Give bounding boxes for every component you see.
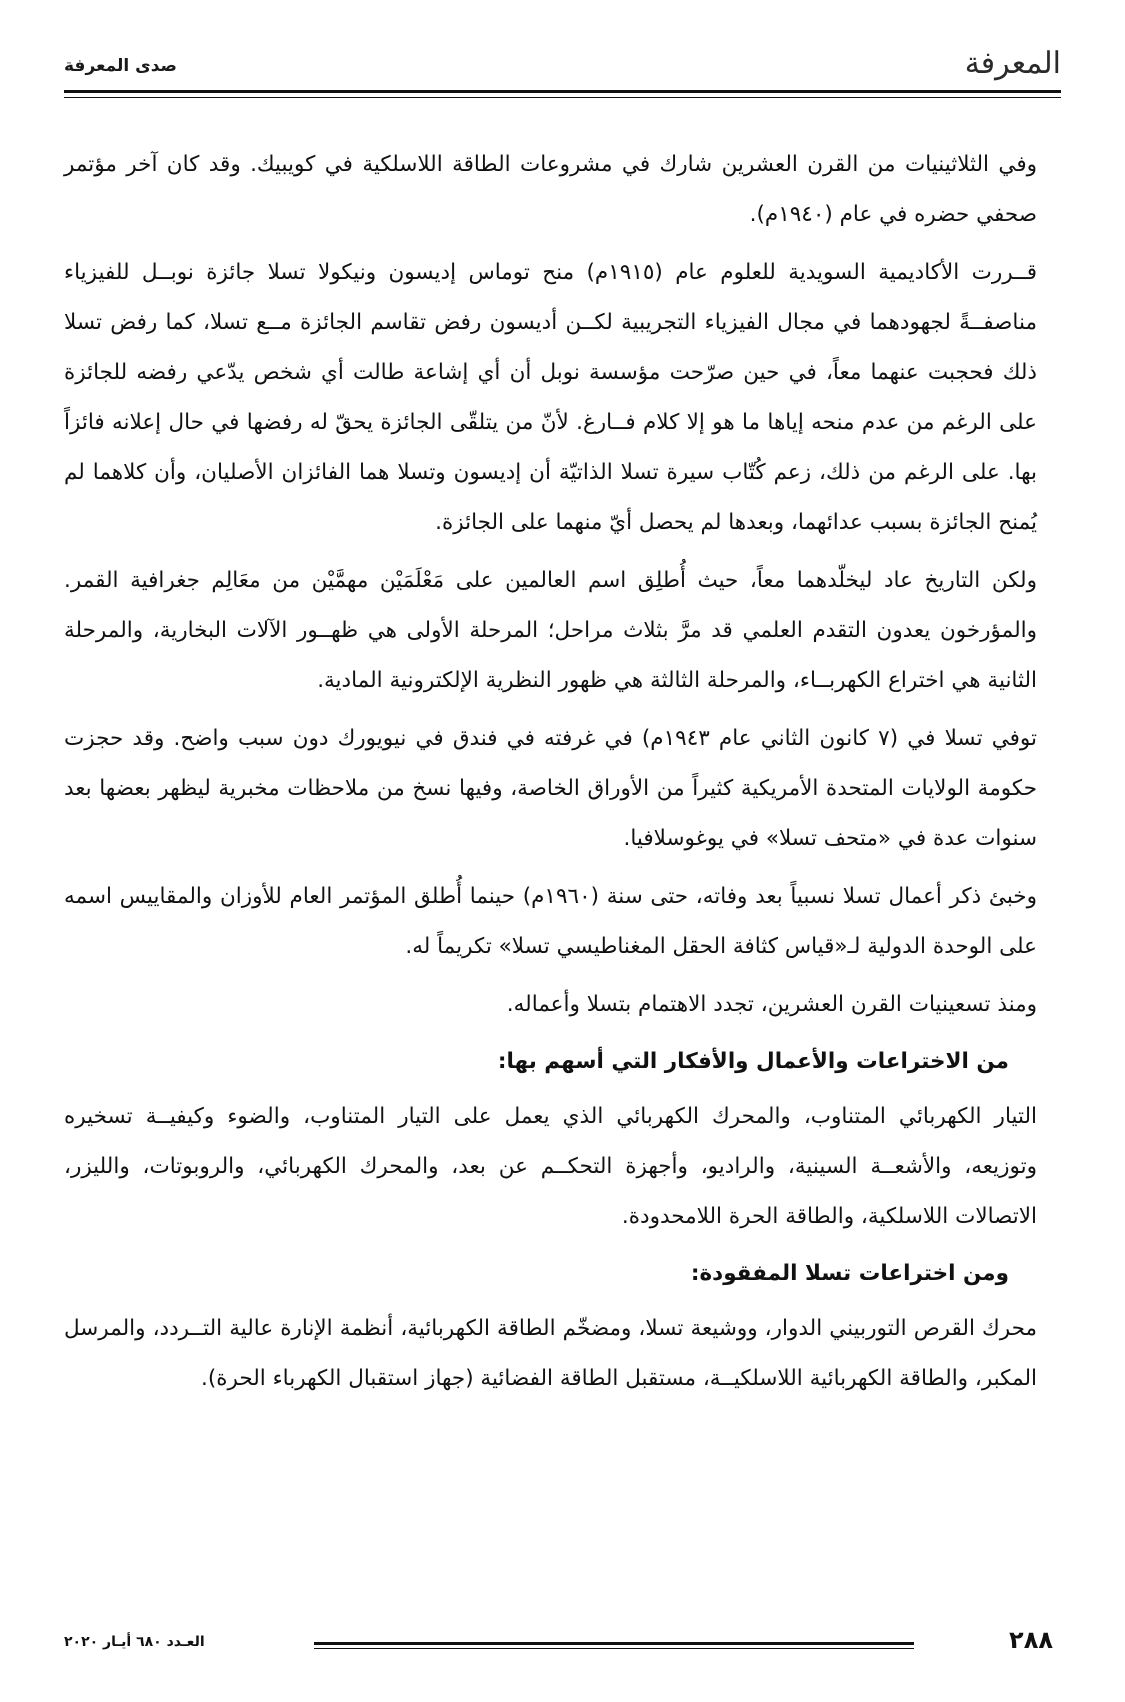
paragraph-1: وفي الثلاثينيات من القرن العشرين شارك في مشروعات الطاقة اللاسلكية في كويبيك. وقد كان آخر مؤتمر صحفي حضره في عام (١٩٤٠م). xyxy=(64,152,1037,227)
subheading-lost-inventions: ومن اختراعات تسلا المفقودة: xyxy=(690,1261,1009,1286)
page-header xyxy=(64,46,1061,86)
footer-rule-thick xyxy=(314,1642,914,1645)
footer-rule-thin xyxy=(314,1648,914,1649)
paragraph-8: محرك القرص التوربيني الدوار، ووشيعة تسلا، ومضخّم الطاقة الكهربائية، أنظمة الإنارة عالية التــردد، والمرسل المكبر، والطاقة الكهربائية اللاسلكيــة، مستقبل الطاقة الفضائية (جهاز استقبال الكهرباء الحرة). xyxy=(64,1316,1037,1391)
paragraph-2: قــررت الأكاديمية السويدية للعلوم عام (١٩١٥م) منح توماس إديسون ونيكولا تسلا جائزة نوبــل للفيزياء مناصفــةً لجهودهما في مجال الفيزياء التجريبية لكــن أديسون رفض تقاسم الجائزة مــع تسلا، كما رفض تسلا ذلك فحجبت عنهما معاً، في حين صرّحت مؤسسة نوبل أن أي إشاعة طالت أي شخص يدّعي رفضه للجائزة على الرغم من عدم منحه إياها ما هو إلا كلام فــارغ. لأنّ من يتلقّى الجائزة يحقّ له رفضها في حال إعلانه فائزاً بها. على الرغم من ذلك، زعم كُتّاب سيرة تسلا الذاتيّة أن إديسون وتسلا هما الفائزان الأصليان، وأن كلاهما لم يُمنح الجائزة بسبب عدائهما، وبعدها لم يحصل أيّ منهما على الجائزة. xyxy=(64,260,1037,535)
article-body xyxy=(64,140,1037,1412)
issue-info: العـدد ٦٨٠ أيـار ٢٠٢٠ xyxy=(64,1634,205,1650)
header-rule-thin xyxy=(64,97,1061,98)
paragraph-6: ومنذ تسعينيات القرن العشرين، تجدد الاهتمام بتسلا وأعماله. xyxy=(506,992,1037,1017)
header-rule-thick xyxy=(64,90,1061,93)
magazine-logo: المعرفة xyxy=(964,46,1061,81)
page-number: ٢٨٨ xyxy=(1009,1626,1053,1654)
paragraph-3: ولكن التاريخ عاد ليخلّدهما معاً، حيث أُطلِق اسم العالمين على مَعْلَمَيْن مهمَّيْن من معَالِم جغرافية القمر. والمؤرخون يعدون التقدم العلمي قد مرَّ بثلاث مراحل؛ المرحلة الأولى هي ظهــور الآلات البخارية، والمرحلة الثانية هي اختراع الكهربــاء، والمرحلة الثالثة هي ظهور النظرية الإلكترونية المادية. xyxy=(64,568,1037,693)
paragraph-4: توفي تسلا في (٧ كانون الثاني عام ١٩٤٣م) في غرفته في فندق في نيويورك دون سبب واضح. وقد حجزت حكومة الولايات المتحدة الأمريكية كثيراً من الأوراق الخاصة، وفيها نسخ من ملاحظات مخبرية ليظهر بعضها بعد سنوات عدة في «متحف تسلا» في يوغوسلافيا. xyxy=(64,726,1038,851)
subheading-inventions: من الاختراعات والأعمال والأفكار التي أسهم بها: xyxy=(497,1049,1009,1074)
section-title: صدى المعرفة xyxy=(64,56,177,76)
page-footer xyxy=(64,1622,1061,1662)
paragraph-5: وخبئ ذكر أعمال تسلا نسبياً بعد وفاته، حتى سنة (١٩٦٠م) حينما أُطلق المؤتمر العام للأوزان والمقاييس اسمه على الوحدة الدولية لـ«قياس كثافة الحقل المغناطيسي تسلا» تكريماً له. xyxy=(64,884,1037,959)
paragraph-7: التيار الكهربائي المتناوب، والمحرك الكهربائي الذي يعمل على التيار المتناوب، والضوء وكيفيــة تسخيره وتوزيعه، والأشعــة السينية، والراديو، وأجهزة التحكــم عن بعد، والمحرك الكهربائي، والروبوتات، والليزر، الاتصالات اللاسلكية، والطاقة الحرة اللامحدودة. xyxy=(64,1104,1037,1229)
